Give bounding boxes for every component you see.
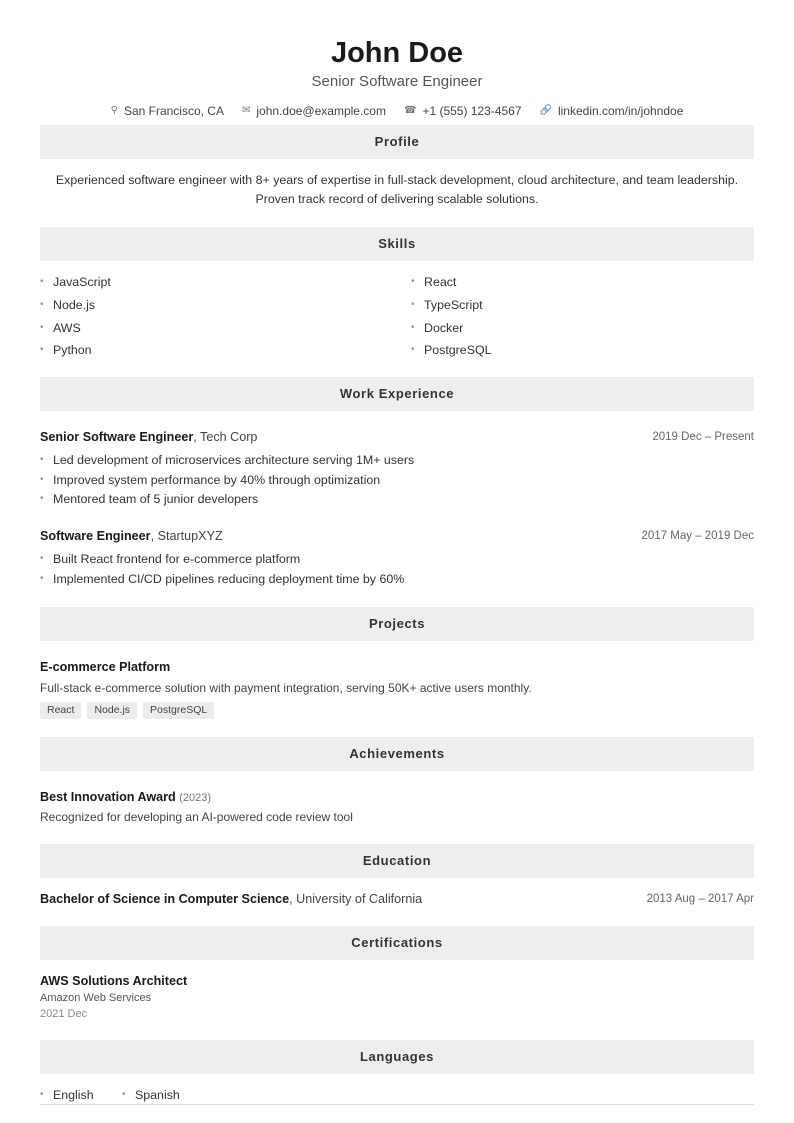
contact-email[interactable] — [242, 102, 386, 120]
education-entry — [40, 890, 754, 908]
education-school: , University of California — [289, 892, 423, 906]
job-date: 2019 Dec – Present — [652, 431, 754, 443]
section-header-languages: Languages — [40, 1040, 754, 1074]
contact-phone[interactable] — [404, 102, 522, 120]
job-company: , Tech Corp — [193, 430, 258, 444]
candidate-name: John Doe — [330, 37, 464, 69]
contact-linkedin[interactable] — [540, 102, 684, 120]
contact-phone-text[interactable]: +1 (555) 123-4567 — [422, 104, 522, 118]
contact-bar — [40, 102, 754, 120]
job-date: 2017 May – 2019 Dec — [641, 530, 754, 542]
contact-linkedin-text[interactable]: linkedin.com/in/johndoe — [557, 104, 684, 118]
contact-location-text: San Francisco, CA — [123, 104, 224, 118]
profile-summary: Experienced software engineer with 8+ years of expertise in full-stack development, cloud architecture, and team leadership. Proven track record of delivering scalable solutions. — [55, 173, 739, 206]
section-header-education: Education — [40, 844, 754, 878]
achievement-title-row — [40, 788, 211, 807]
certification-date: 2021 Dec — [40, 1008, 88, 1020]
section-header-work-experience: Work Experience — [40, 377, 754, 411]
contact-email-text[interactable]: john.doe@example.com — [256, 104, 386, 118]
candidate-title: Senior Software Engineer — [311, 73, 483, 90]
education-date: 2013 Aug – 2017 Apr — [646, 893, 754, 905]
achievement-title: Best Innovation Award — [40, 790, 176, 804]
job-role: Senior Software Engineer — [40, 430, 194, 444]
project-description: Full-stack e-commerce solution with payment integration, serving 50K+ active users monthly. — [40, 681, 532, 695]
job-entry-header — [40, 527, 754, 545]
certification-name: AWS Solutions Architect — [40, 974, 188, 988]
location-pin-icon: ⚲ — [110, 105, 118, 116]
job-company: , StartupXYZ — [150, 529, 223, 543]
contact-location — [111, 102, 224, 120]
section-header-profile: Profile — [40, 125, 754, 159]
link-icon: 🔗 — [539, 105, 552, 116]
job-entry-header — [40, 428, 754, 446]
education-degree: Bachelor of Science in Computer Science — [40, 892, 290, 906]
section-header-achievements: Achievements — [40, 737, 754, 771]
achievement-description: Recognized for developing an AI-powered code review tool — [40, 810, 353, 824]
achievement-year: (2023) — [179, 792, 212, 804]
section-header-certifications: Certifications — [40, 926, 754, 960]
job-role: Software Engineer — [40, 529, 151, 543]
project-tag: React — [40, 702, 81, 719]
section-header-skills: Skills — [40, 227, 754, 261]
project-name: E-commerce Platform — [40, 660, 171, 674]
project-tag: PostgreSQL — [143, 702, 214, 719]
project-tag: Node.js — [87, 702, 137, 719]
bottom-divider — [40, 1104, 754, 1105]
phone-icon: ☎ — [403, 105, 417, 116]
project-tags — [40, 702, 214, 719]
mail-icon: ✉ — [241, 105, 251, 116]
section-header-projects: Projects — [40, 607, 754, 641]
certification-issuer: Amazon Web Services — [40, 992, 152, 1004]
